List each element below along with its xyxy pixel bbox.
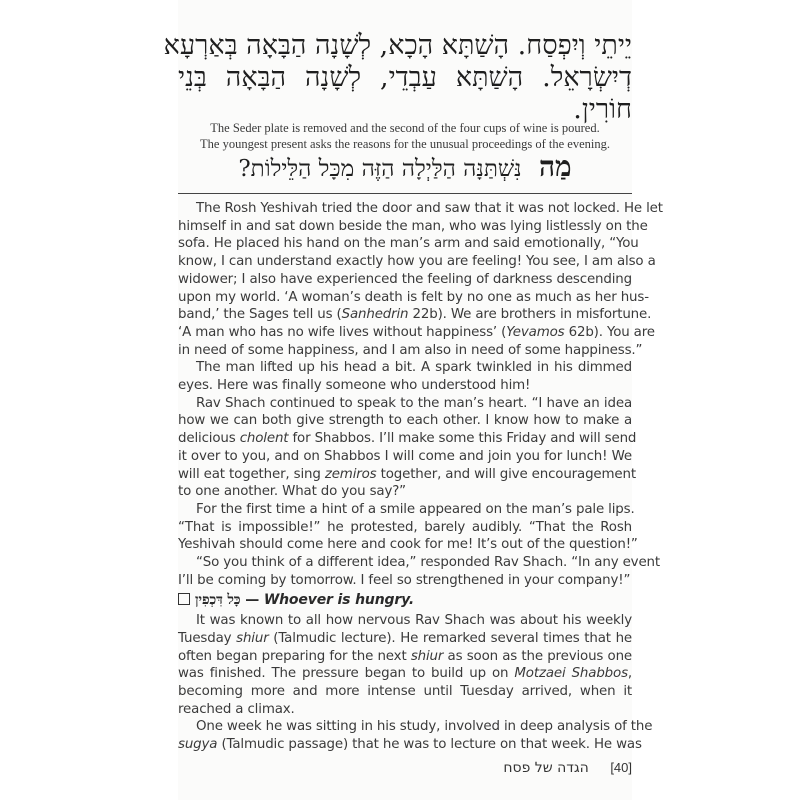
text-line: The man lifted up his head a bit. A spark twinkled in his dimmed <box>196 360 632 376</box>
text-line: The Rosh Yeshivah tried the door and saw that it was not locked. He let <box>196 201 663 216</box>
checkbox-square-icon <box>178 593 190 605</box>
text-run: band,’ the Sages tell us ( <box>178 307 342 323</box>
text-run: together, and will give encouragement <box>376 466 636 482</box>
text-run: (Talmudic passage) that he was to lecture on that week. He was <box>217 737 642 753</box>
text-run: Tuesday <box>178 630 237 646</box>
text-line: in need of some happiness, and I am also in need of some happiness.” <box>178 342 643 358</box>
text-line: One week he was sitting in his study, involved in deep analysis of the <box>196 719 653 735</box>
text-line: “That is impossible!” he protested, barely audibly. “That the Rosh <box>178 519 632 535</box>
text-line: how we can both give strength to each other. I know how to make a <box>178 413 632 429</box>
text-run: 62b). You are <box>564 324 655 340</box>
text-line: it over to you, and on Shabbos I will come and join you for lunch! We <box>178 448 632 464</box>
italic-term: Yevamos <box>506 324 565 340</box>
text-line: upon my world. ‘A woman’s death is felt by no one as much as her hus- <box>178 289 649 305</box>
text-line: eyes. Here was finally someone who understood him! <box>178 378 531 394</box>
text-run: ‘A man who has no wife lives without happiness’ ( <box>178 324 507 340</box>
hebrew-line: יֵיתֵי וְיִפְסַח. הָשַׁתָּא הָכָא, לְשָׁנָה הַבָּאָה בְּאַרְעָא <box>163 30 632 61</box>
text-line: himself in and sat down beside the man, who was lying listlessly on the <box>178 218 648 234</box>
italic-term: cholent <box>239 431 289 447</box>
text-line <box>178 630 632 648</box>
instruction-line: The Seder plate is removed and the second of the four cups of wine is poured. <box>210 121 600 135</box>
divider-rule <box>178 193 632 194</box>
text-line: sofa. He placed his hand on the man’s arm and said emotionally, “You <box>178 236 639 252</box>
section-heading-english: Whoever is hungry. <box>263 592 415 609</box>
text-line <box>178 466 636 484</box>
text-line <box>178 648 632 666</box>
hebrew-line: דְיִשְׂרָאֵל. הָשַׁתָּא עַבְדֵי, לְשָׁנָה הַבָּאָה בְּנֵי <box>178 62 632 93</box>
text-line: For the first time a hint of a smile appeared on the man’s pale lips. <box>196 501 635 517</box>
book-page <box>163 0 663 800</box>
commentary-block-2 <box>178 612 653 754</box>
hebrew-line: חוֹרִין. <box>573 94 632 125</box>
hebrew-passage <box>163 30 632 126</box>
text-run: 22b). We are brothers in misfortune. <box>408 307 652 323</box>
ma-nishtana-first-word: מַה <box>538 150 572 183</box>
text-run: delicious <box>178 431 240 447</box>
commentary-block-1 <box>178 200 663 589</box>
text-line: I’ll be coming by tomorrow. I feel so strengthened in your company!” <box>178 572 631 588</box>
text-line <box>178 430 637 448</box>
instruction-line: The youngest present asks the reasons for the unusual proceedings of the evening. <box>200 137 610 151</box>
footer-book-title: הגדה של פסח <box>503 760 589 776</box>
commentary-text <box>178 200 663 754</box>
text-run: as soon as the previous one <box>443 648 632 664</box>
text-line <box>178 324 655 342</box>
text-run: often began preparing for the next <box>178 648 411 664</box>
text-line: to one another. What do you say?” <box>178 484 406 500</box>
ma-nishtana-heading <box>178 152 632 184</box>
italic-term: shiur <box>236 630 269 646</box>
text-line: becoming more and more intense until Tuesday arrived, when it <box>178 683 632 699</box>
section-heading-hebrew: כָּל דִּכְפִין <box>195 592 241 609</box>
text-run: will eat together, sing <box>178 466 325 482</box>
section-heading <box>178 592 632 610</box>
text-line: Yeshivah should come here and cook for me! It’s out of the question!” <box>178 537 638 553</box>
text-line: know, I can understand exactly how you are feeling! You see, I am also a <box>178 254 656 270</box>
seder-instructions <box>178 120 632 152</box>
italic-term: Sanhedrin <box>341 307 409 323</box>
text-run: (Talmudic lecture). He remarked several times that he <box>268 630 632 646</box>
section-heading-dash: — <box>240 592 264 609</box>
text-line <box>178 736 642 754</box>
text-run: , <box>627 666 632 682</box>
page-number: [40] <box>610 760 632 775</box>
italic-term: sugya <box>178 737 218 753</box>
text-run: was finished. The pressure began to build up on <box>178 666 515 682</box>
italic-term: shiur <box>410 648 444 664</box>
text-line <box>178 665 632 683</box>
text-line: widower; I also have experienced the feeling of darkness descending <box>178 271 632 287</box>
ma-nishtana-rest: נִּשְׁתַּנָּה הַלַּיְלָה הַזֶּה מִכָּל הַלֵּילוֹת? <box>238 156 522 182</box>
text-line <box>178 306 652 324</box>
text-line: Rav Shach continued to speak to the man’s heart. “I have an idea <box>196 395 632 411</box>
text-line: reached a climax. <box>178 701 295 717</box>
page-footer <box>503 760 632 777</box>
italic-term: zemiros <box>324 466 377 482</box>
italic-term: Motzaei Shabbos <box>514 666 628 682</box>
text-line: It was known to all how nervous Rav Shach was about his weekly <box>196 613 632 629</box>
text-run: for Shabbos. I’ll make some this Friday and will send <box>288 431 637 447</box>
text-line: “So you think of a different idea,” responded Rav Shach. “In any event <box>196 555 660 571</box>
